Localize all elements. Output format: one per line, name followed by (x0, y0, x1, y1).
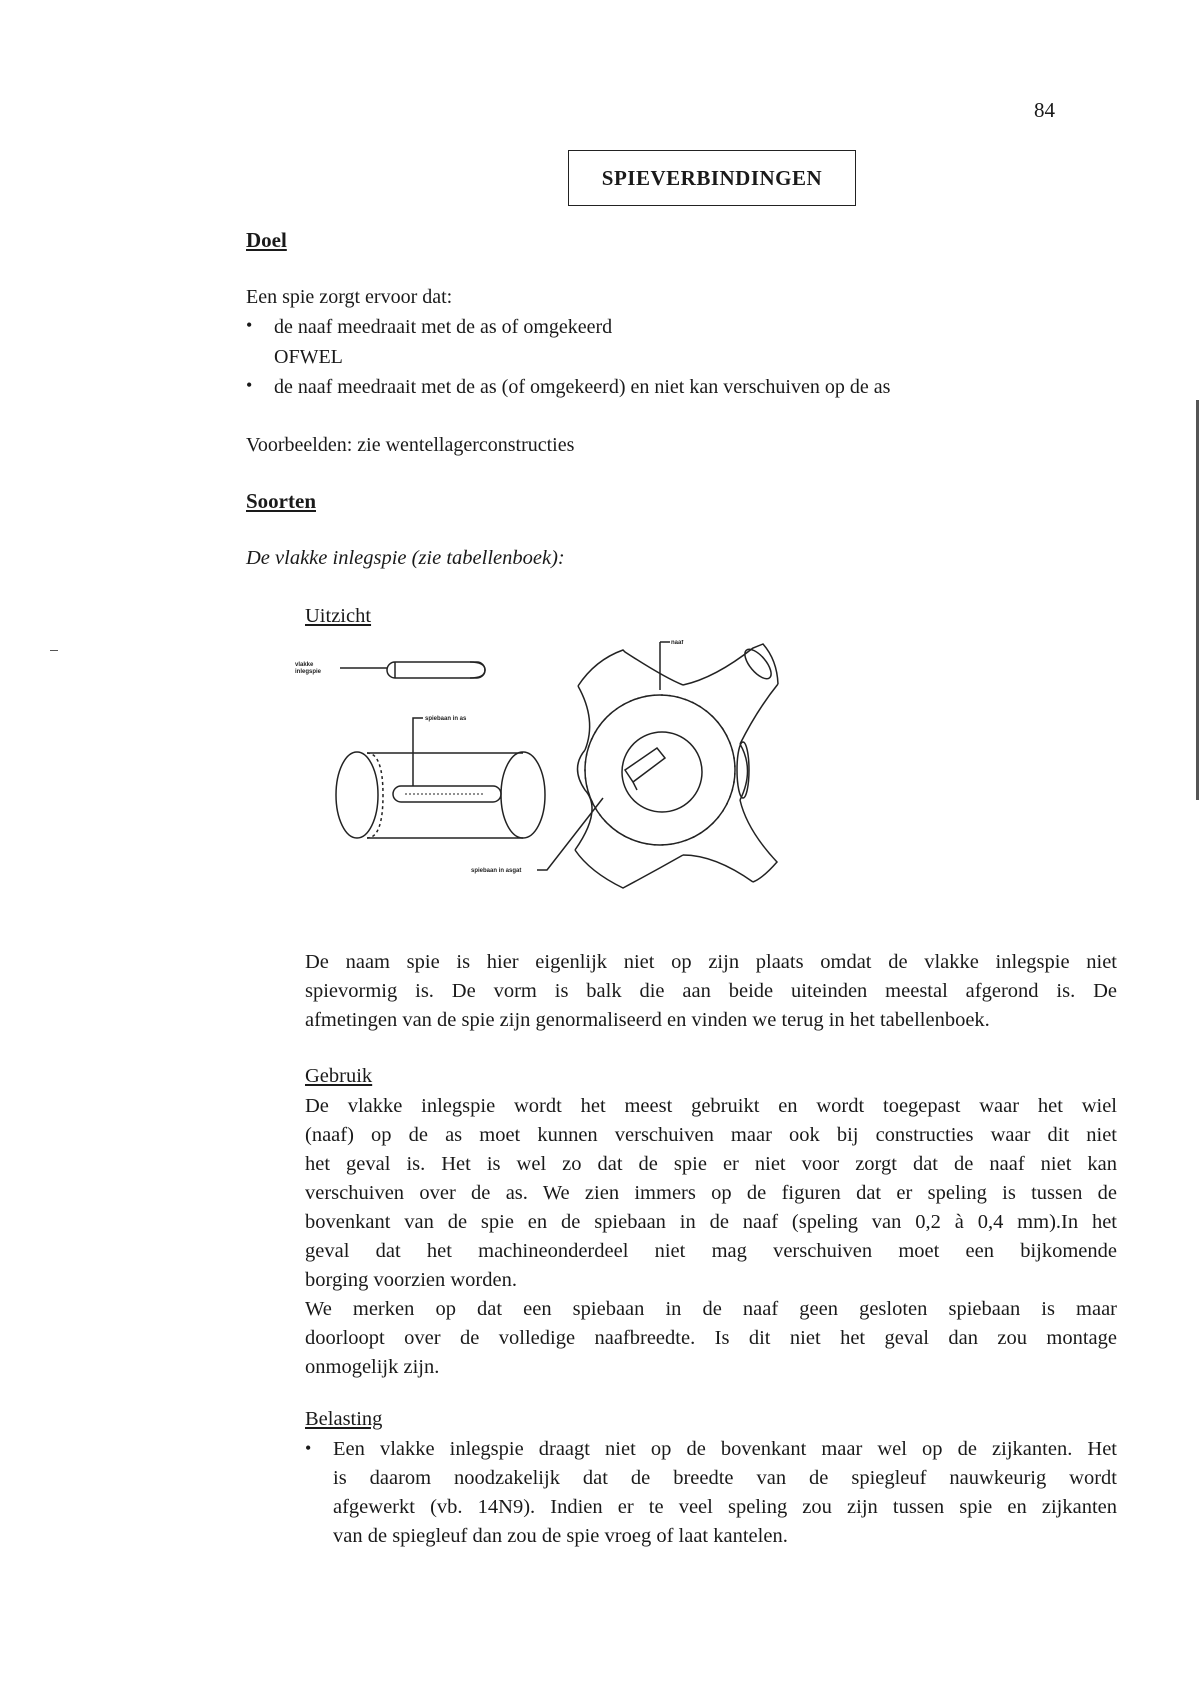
page-number: 84 (1034, 98, 1055, 122)
figure-label-spiebaan-asgat: spiebaan in asgat (471, 868, 522, 874)
belasting-heading: Belasting (305, 1408, 383, 1430)
bullet-dot-icon: • (305, 1438, 312, 1458)
bullet-dot-icon: • (246, 375, 253, 395)
paragraph-line: afmetingen van de spie zijn genormaliseerd en vinden we terug in het tabellenboek. (305, 1009, 990, 1031)
paragraph-line: afgewerkt (vb. 14N9). Indien er te veel speling zou zijn tussen spie en zijkanten (333, 1496, 1117, 1518)
uitzicht-label: Uitzicht (305, 605, 372, 627)
hub-drawing (537, 642, 778, 888)
soorten-heading: Soorten (246, 489, 316, 513)
paragraph-line: De vlakke inlegspie wordt het meest gebruikt en wordt toegepast waar het wiel (305, 1095, 1117, 1117)
paragraph-line: onmogelijk zijn. (305, 1356, 440, 1378)
paragraph-line: borging voorzien worden. (305, 1269, 517, 1291)
paragraph-line: het geval is. Het is wel zo dat de spie er niet voor zorgt dat de naaf niet kan (305, 1153, 1117, 1175)
paragraph-line: We merken op dat een spiebaan in de naaf geen gesloten spiebaan is maar (305, 1298, 1117, 1320)
doel-heading: Doel (246, 228, 287, 252)
paragraph-line: van de spiegleuf dan zou de spie vroeg of laat kantelen. (333, 1525, 788, 1547)
paragraph-line: verschuiven over de as. We zien immers op de figuren dat er speling is tussen de (305, 1182, 1117, 1204)
soorten-subtitle: De vlakke inlegspie (zie tabellenboek): (246, 547, 565, 569)
figure-label-spie-1: vlakke (295, 662, 314, 668)
gebruik-heading: Gebruik (305, 1065, 373, 1087)
paragraph-line: is daarom noodzakelijk dat de breedte van de spiegleuf nauwkeurig wordt (333, 1467, 1117, 1489)
paragraph-line: spievormig is. De vorm is balk die aan beide uiteinden meestal afgerond is. De (305, 980, 1117, 1002)
paragraph-line: (naaf) op de as moet kunnen verschuiven maar ook bij constructies waar dit niet (305, 1124, 1117, 1146)
scan-edge-mark (1196, 400, 1199, 800)
shaft-drawing (336, 718, 545, 838)
doel-voorbeelden: Voorbeelden: zie wentellagerconstructies (246, 434, 575, 456)
figure-label-spiebaan-as: spiebaan in as (425, 716, 467, 722)
doel-intro: Een spie zorgt ervoor dat: (246, 286, 453, 308)
paragraph-line: De naam spie is hier eigenlijk niet op zijn plaats omdat de vlakke inlegspie niet (305, 951, 1117, 973)
figure-label-spie-2: inlegspie (295, 669, 322, 675)
figure-label-naaf: naaf (671, 640, 684, 646)
gebruik-paragraph (305, 1092, 1117, 1382)
spie-figure (285, 640, 845, 930)
bullet-dot-icon: • (246, 315, 253, 335)
paragraph-line: doorloopt over de volledige naafbreedte. Is dit niet het geval dan zou montage (305, 1327, 1117, 1349)
intro-paragraph (305, 948, 1117, 1035)
page-title: SPIEVERBINDINGEN (568, 150, 856, 206)
key-drawing (340, 662, 485, 678)
doel-bullet-1-text: de naaf meedraait met de as of omgekeerd (274, 316, 613, 338)
paragraph-line: Een vlakke inlegspie draagt niet op de bovenkant maar wel op de zijkanten. Het (333, 1438, 1117, 1460)
scan-dot-mark (50, 650, 58, 651)
paragraph-line: bovenkant van de spie en de spiebaan in de naaf (speling van 0,2 à 0,4 mm).In het (305, 1211, 1117, 1233)
doel-bullet-2-text: de naaf meedraait met de as (of omgekeerd) en niet kan verschuiven op de as (274, 376, 891, 398)
paragraph-line: geval dat het machineonderdeel niet mag verschuiven moet een bijkomende (305, 1240, 1117, 1262)
belasting-paragraph (333, 1435, 1117, 1551)
doel-ofwel: OFWEL (274, 346, 343, 368)
